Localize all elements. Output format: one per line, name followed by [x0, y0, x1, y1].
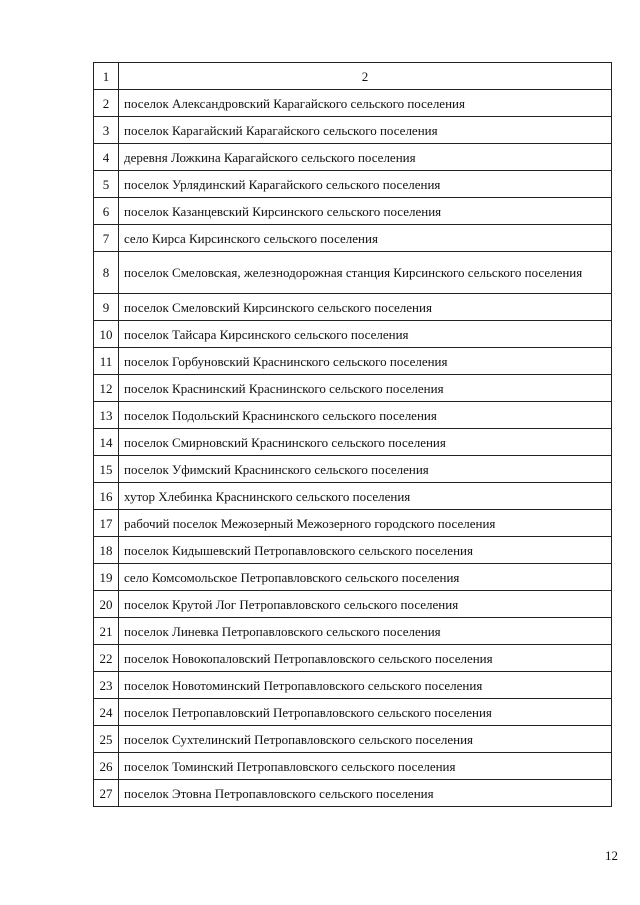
- row-number: 27: [94, 780, 119, 807]
- row-settlement-name: рабочий поселок Межозерный Межозерного городского поселения: [119, 510, 612, 537]
- table-row: [94, 591, 612, 618]
- table-row: [94, 537, 612, 564]
- row-number: 24: [94, 699, 119, 726]
- row-settlement-name: село Кирса Кирсинского сельского поселения: [119, 225, 612, 252]
- table-row: [94, 456, 612, 483]
- row-number: 19: [94, 564, 119, 591]
- row-number: 8: [94, 252, 119, 294]
- row-settlement-name: село Комсомольское Петропавловского сельского поселения: [119, 564, 612, 591]
- row-number: 5: [94, 171, 119, 198]
- table-row: [94, 90, 612, 117]
- row-number: 4: [94, 144, 119, 171]
- row-number: 26: [94, 753, 119, 780]
- row-settlement-name: поселок Смирновский Краснинского сельского поселения: [119, 429, 612, 456]
- table-row: [94, 510, 612, 537]
- table-row: [94, 225, 612, 252]
- row-settlement-name: поселок Сухтелинский Петропавловского сельского поселения: [119, 726, 612, 753]
- row-number: 22: [94, 645, 119, 672]
- row-number: 16: [94, 483, 119, 510]
- row-settlement-name: поселок Урлядинский Карагайского сельского поселения: [119, 171, 612, 198]
- row-settlement-name: поселок Этовна Петропавловского сельского поселения: [119, 780, 612, 807]
- row-settlement-name: хутор Хлебинка Краснинского сельского поселения: [119, 483, 612, 510]
- row-settlement-name: поселок Александровский Карагайского сельского поселения: [119, 90, 612, 117]
- row-number: 20: [94, 591, 119, 618]
- table-row: [94, 144, 612, 171]
- row-number: 25: [94, 726, 119, 753]
- page-number: 12: [605, 848, 618, 863]
- row-settlement-name: поселок Подольский Краснинского сельского поселения: [119, 402, 612, 429]
- row-settlement-name: поселок Линевка Петропавловского сельского поселения: [119, 618, 612, 645]
- table-row: [94, 402, 612, 429]
- table-header-row: [94, 63, 612, 90]
- table-row: [94, 321, 612, 348]
- row-number: 11: [94, 348, 119, 375]
- row-number: 13: [94, 402, 119, 429]
- row-number: 21: [94, 618, 119, 645]
- row-number: 3: [94, 117, 119, 144]
- table-row: [94, 780, 612, 807]
- row-number: 7: [94, 225, 119, 252]
- row-number: 10: [94, 321, 119, 348]
- row-settlement-name: деревня Ложкина Карагайского сельского поселения: [119, 144, 612, 171]
- row-settlement-name: поселок Тайсара Кирсинского сельского поселения: [119, 321, 612, 348]
- table-row: [94, 171, 612, 198]
- header-cell-name: 2: [119, 63, 612, 90]
- row-settlement-name: поселок Карагайский Карагайского сельского поселения: [119, 117, 612, 144]
- row-number: 18: [94, 537, 119, 564]
- row-settlement-name: поселок Уфимский Краснинского сельского поселения: [119, 456, 612, 483]
- row-settlement-name: поселок Петропавловский Петропавловского сельского поселения: [119, 699, 612, 726]
- row-number: 9: [94, 294, 119, 321]
- row-settlement-name: поселок Краснинский Краснинского сельского поселения: [119, 375, 612, 402]
- table-row: [94, 726, 612, 753]
- table-row: [94, 375, 612, 402]
- table-row: [94, 294, 612, 321]
- table-row: [94, 618, 612, 645]
- table-row: [94, 564, 612, 591]
- row-number: 2: [94, 90, 119, 117]
- row-settlement-name: поселок Смеловская, железнодорожная станция Кирсинского сельского поселения: [119, 252, 612, 294]
- table-row: [94, 483, 612, 510]
- row-number: 15: [94, 456, 119, 483]
- row-settlement-name: поселок Кидышевский Петропавловского сельского поселения: [119, 537, 612, 564]
- table-row: [94, 699, 612, 726]
- row-settlement-name: поселок Смеловский Кирсинского сельского поселения: [119, 294, 612, 321]
- table-row: [94, 117, 612, 144]
- row-settlement-name: поселок Томинский Петропавловского сельского поселения: [119, 753, 612, 780]
- row-settlement-name: поселок Новокопаловский Петропавловского сельского поселения: [119, 645, 612, 672]
- table-row: [94, 348, 612, 375]
- table-row: [94, 753, 612, 780]
- table-row: [94, 198, 612, 225]
- table-row: [94, 645, 612, 672]
- row-number: 23: [94, 672, 119, 699]
- header-cell-number: 1: [94, 63, 119, 90]
- row-settlement-name: поселок Новотоминский Петропавловского сельского поселения: [119, 672, 612, 699]
- settlements-table: [93, 62, 612, 807]
- row-settlement-name: поселок Горбуновский Краснинского сельского поселения: [119, 348, 612, 375]
- row-settlement-name: поселок Казанцевский Кирсинского сельского поселения: [119, 198, 612, 225]
- row-number: 12: [94, 375, 119, 402]
- row-number: 14: [94, 429, 119, 456]
- table-row: [94, 672, 612, 699]
- row-number: 17: [94, 510, 119, 537]
- table-row: [94, 252, 612, 294]
- table-row: [94, 429, 612, 456]
- row-settlement-name: поселок Крутой Лог Петропавловского сельского поселения: [119, 591, 612, 618]
- row-number: 6: [94, 198, 119, 225]
